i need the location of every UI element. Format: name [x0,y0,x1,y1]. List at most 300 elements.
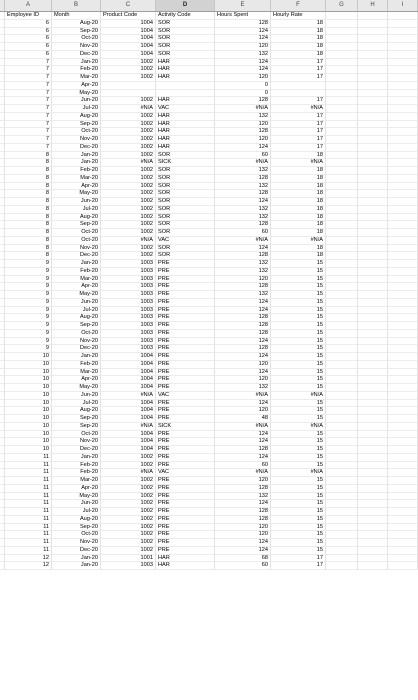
cell-month[interactable]: Apr-20 [52,376,101,384]
cell-hourly-rate[interactable]: 15 [271,260,326,268]
cell-hourly-rate[interactable]: 17 [271,66,326,74]
empty-cell[interactable] [326,59,358,67]
empty-cell[interactable] [326,307,358,315]
empty-cell[interactable] [358,415,388,423]
cell-employee-id[interactable]: 7 [5,113,52,121]
cell-activity-code[interactable]: SOR [156,51,215,59]
cell-employee-id[interactable]: 11 [5,516,52,524]
cell-month[interactable]: Jun-20 [52,198,101,206]
cell-month[interactable]: Jan-20 [52,59,101,67]
cell-product-code[interactable]: 1002 [101,500,156,508]
empty-cell[interactable] [388,392,418,400]
cell-activity-code[interactable]: VAC [156,237,215,245]
cell-month[interactable]: May-20 [52,190,101,198]
cell-employee-id[interactable]: 8 [5,152,52,160]
cell-hourly-rate[interactable]: #N/A [271,469,326,477]
empty-cell[interactable] [388,539,418,547]
cell-hours-spent[interactable]: 124 [215,66,271,74]
cell-hours-spent[interactable]: 128 [215,446,271,454]
cell-month[interactable]: Mar-20 [52,276,101,284]
cell-hours-spent[interactable]: 124 [215,144,271,152]
cell-hours-spent[interactable]: 132 [215,214,271,222]
cell-month[interactable]: Apr-20 [52,283,101,291]
cell-hourly-rate[interactable]: 17 [271,144,326,152]
empty-cell[interactable] [326,252,358,260]
cell-hours-spent[interactable]: 60 [215,152,271,160]
cell-employee-id[interactable]: 7 [5,128,52,136]
empty-cell[interactable] [326,500,358,508]
cell-product-code[interactable]: 1002 [101,121,156,129]
cell-product-code[interactable]: 1002 [101,229,156,237]
cell-employee-id[interactable]: 12 [5,562,52,570]
empty-cell[interactable] [326,415,358,423]
cell-activity-code[interactable]: PRE [156,353,215,361]
empty-cell[interactable] [388,35,418,43]
cell-employee-id[interactable]: 8 [5,206,52,214]
cell-employee-id[interactable]: 10 [5,361,52,369]
empty-cell[interactable] [326,159,358,167]
empty-cell[interactable] [358,229,388,237]
cell-employee-id[interactable]: 7 [5,97,52,105]
cell-month[interactable]: Nov-20 [52,338,101,346]
cell-month[interactable]: Sep-20 [52,221,101,229]
cell-month[interactable]: Feb-20 [52,167,101,175]
cell-month[interactable]: Aug-20 [52,516,101,524]
cell-activity-code[interactable]: PRE [156,299,215,307]
cell-hourly-rate[interactable]: #N/A [271,423,326,431]
empty-cell[interactable] [388,384,418,392]
cell-product-code[interactable]: 1002 [101,214,156,222]
cell-activity-code[interactable]: PRE [156,384,215,392]
empty-cell[interactable] [326,260,358,268]
cell-employee-id[interactable]: 10 [5,353,52,361]
cell-hourly-rate[interactable] [271,82,326,90]
cell-month[interactable]: May-20 [52,291,101,299]
cell-month[interactable]: Jan-20 [52,454,101,462]
empty-cell[interactable] [358,20,388,28]
cell-hourly-rate[interactable]: 15 [271,431,326,439]
cell-activity-code[interactable]: PRE [156,477,215,485]
cell-product-code[interactable]: 1003 [101,276,156,284]
cell-activity-code[interactable]: SOR [156,198,215,206]
empty-cell[interactable] [326,28,358,36]
empty-cell[interactable] [326,214,358,222]
empty-cell[interactable] [388,105,418,113]
cell-hourly-rate[interactable]: 17 [271,59,326,67]
empty-cell[interactable] [326,361,358,369]
cell-hours-spent[interactable]: 120 [215,376,271,384]
cell-employee-id[interactable]: 7 [5,66,52,74]
empty-cell[interactable] [358,276,388,284]
empty-cell[interactable] [388,307,418,315]
empty-cell[interactable] [326,322,358,330]
empty-cell[interactable] [388,330,418,338]
empty-cell[interactable] [358,547,388,555]
cell-hours-spent[interactable]: 120 [215,524,271,532]
cell-hourly-rate[interactable]: 15 [271,524,326,532]
cell-month[interactable]: Jan-20 [52,562,101,570]
empty-cell[interactable] [358,345,388,353]
cell-hourly-rate[interactable]: #N/A [271,159,326,167]
empty-cell[interactable] [358,152,388,160]
cell-hourly-rate[interactable]: 15 [271,268,326,276]
empty-cell[interactable] [388,28,418,36]
empty-cell[interactable] [388,268,418,276]
empty-cell[interactable] [388,276,418,284]
cell-employee-id[interactable]: 7 [5,59,52,67]
empty-cell[interactable] [358,90,388,98]
cell-month[interactable]: Mar-20 [52,175,101,183]
cell-employee-id[interactable]: 10 [5,423,52,431]
empty-cell[interactable] [358,485,388,493]
cell-hourly-rate[interactable]: 15 [271,314,326,322]
cell-hourly-rate[interactable]: 15 [271,330,326,338]
cell-activity-code[interactable]: PRE [156,376,215,384]
empty-cell[interactable] [358,260,388,268]
empty-cell[interactable] [358,524,388,532]
empty-cell[interactable] [388,361,418,369]
cell-product-code[interactable]: 1002 [101,113,156,121]
empty-cell[interactable] [358,198,388,206]
cell-activity-code[interactable]: HAR [156,136,215,144]
cell-hours-spent[interactable]: 124 [215,299,271,307]
cell-hourly-rate[interactable]: 15 [271,322,326,330]
cell-hourly-rate[interactable]: 15 [271,477,326,485]
cell-employee-id[interactable]: 8 [5,245,52,253]
cell-month[interactable]: Oct-20 [52,229,101,237]
cell-activity-code[interactable]: VAC [156,392,215,400]
cell-activity-code[interactable]: PRE [156,462,215,470]
cell-product-code[interactable]: 1004 [101,28,156,36]
empty-cell[interactable] [358,144,388,152]
cell-hours-spent[interactable]: 120 [215,407,271,415]
header-hours-spent[interactable]: Hours Spent [215,12,271,20]
empty-cell[interactable] [326,400,358,408]
cell-activity-code[interactable]: PRE [156,291,215,299]
empty-cell[interactable] [388,400,418,408]
empty-cell[interactable] [388,20,418,28]
empty-cell[interactable] [388,260,418,268]
cell-month[interactable]: Oct-20 [52,237,101,245]
empty-cell[interactable] [326,477,358,485]
cell-hours-spent[interactable]: 124 [215,307,271,315]
empty-cell[interactable] [388,508,418,516]
empty-cell[interactable] [388,97,418,105]
cell-hours-spent[interactable]: 132 [215,113,271,121]
cell-activity-code[interactable]: SICK [156,423,215,431]
cell-employee-id[interactable]: 8 [5,190,52,198]
cell-employee-id[interactable]: 7 [5,136,52,144]
empty-cell[interactable] [388,407,418,415]
cell-hourly-rate[interactable]: 18 [271,152,326,160]
cell-month[interactable]: Nov-20 [52,245,101,253]
empty-cell[interactable] [326,245,358,253]
cell-hourly-rate[interactable]: 17 [271,97,326,105]
cell-employee-id[interactable]: 8 [5,159,52,167]
empty-cell[interactable] [388,376,418,384]
cell-month[interactable]: Sep-20 [52,423,101,431]
cell-hours-spent[interactable]: 124 [215,28,271,36]
cell-hours-spent[interactable]: 128 [215,322,271,330]
cell-product-code[interactable]: 1004 [101,400,156,408]
cell-activity-code[interactable]: VAC [156,105,215,113]
cell-hours-spent[interactable]: 120 [215,121,271,129]
cell-employee-id[interactable]: 7 [5,121,52,129]
cell-month[interactable]: Oct-20 [52,128,101,136]
cell-hourly-rate[interactable]: 18 [271,229,326,237]
empty-cell[interactable] [326,175,358,183]
cell-product-code[interactable]: 1002 [101,462,156,470]
cell-month[interactable]: Mar-20 [52,74,101,82]
cell-employee-id[interactable]: 7 [5,105,52,113]
cell-month[interactable]: Apr-20 [52,82,101,90]
empty-cell[interactable] [358,121,388,129]
cell-month[interactable]: Feb-20 [52,361,101,369]
empty-cell[interactable] [358,493,388,501]
cell-month[interactable]: Jun-20 [52,392,101,400]
cell-hourly-rate[interactable]: 17 [271,128,326,136]
cell-employee-id[interactable]: 6 [5,20,52,28]
column-header-d[interactable]: D [156,0,215,11]
cell-month[interactable]: Dec-20 [52,446,101,454]
cell-hourly-rate[interactable]: 15 [271,299,326,307]
cell-month[interactable]: Aug-20 [52,214,101,222]
cell-activity-code[interactable]: PRE [156,345,215,353]
empty-cell[interactable] [326,268,358,276]
cell-activity-code[interactable]: SOR [156,183,215,191]
cell-activity-code[interactable]: PRE [156,446,215,454]
empty-cell[interactable] [388,524,418,532]
cell-product-code[interactable]: 1003 [101,330,156,338]
empty-cell[interactable] [326,82,358,90]
empty-cell[interactable] [326,516,358,524]
cell-activity-code[interactable]: PRE [156,516,215,524]
empty-cell[interactable] [358,291,388,299]
cell-month[interactable]: Dec-20 [52,144,101,152]
cell-activity-code[interactable]: PRE [156,415,215,423]
cell-hours-spent[interactable]: 124 [215,245,271,253]
empty-cell[interactable] [388,462,418,470]
cell-activity-code[interactable]: PRE [156,369,215,377]
cell-product-code[interactable]: 1002 [101,516,156,524]
empty-cell[interactable] [326,144,358,152]
cell-hours-spent[interactable]: 128 [215,175,271,183]
cell-hourly-rate[interactable]: 15 [271,539,326,547]
cell-activity-code[interactable]: PRE [156,454,215,462]
cell-product-code[interactable]: 1002 [101,136,156,144]
cell-employee-id[interactable]: 9 [5,307,52,315]
cell-employee-id[interactable]: 7 [5,90,52,98]
cell-employee-id[interactable]: 10 [5,407,52,415]
cell-product-code[interactable]: 1003 [101,322,156,330]
cell-employee-id[interactable]: 8 [5,214,52,222]
empty-cell[interactable] [326,407,358,415]
empty-cell[interactable] [388,229,418,237]
cell-product-code[interactable]: 1003 [101,338,156,346]
cell-hourly-rate[interactable]: #N/A [271,237,326,245]
cell-hourly-rate[interactable]: 17 [271,113,326,121]
cell-activity-code[interactable]: SOR [156,28,215,36]
cell-month[interactable]: May-20 [52,90,101,98]
cell-hours-spent[interactable]: 124 [215,338,271,346]
cell-activity-code[interactable]: PRE [156,539,215,547]
empty-cell[interactable] [358,500,388,508]
cell-employee-id[interactable]: 11 [5,508,52,516]
empty-cell[interactable] [358,12,388,20]
empty-cell[interactable] [358,214,388,222]
empty-cell[interactable] [358,97,388,105]
cell-product-code[interactable]: 1002 [101,539,156,547]
cell-product-code[interactable]: 1003 [101,260,156,268]
empty-cell[interactable] [358,562,388,570]
column-header-a[interactable]: A [5,0,52,11]
empty-cell[interactable] [326,469,358,477]
cell-hourly-rate[interactable]: 18 [271,245,326,253]
empty-cell[interactable] [358,206,388,214]
cell-hours-spent[interactable]: 124 [215,400,271,408]
cell-month[interactable]: Dec-20 [52,51,101,59]
cell-month[interactable]: Aug-20 [52,113,101,121]
cell-employee-id[interactable]: 9 [5,260,52,268]
cell-hours-spent[interactable]: 128 [215,20,271,28]
cell-employee-id[interactable]: 6 [5,35,52,43]
cell-product-code[interactable]: 1002 [101,245,156,253]
empty-cell[interactable] [326,128,358,136]
cell-hours-spent[interactable]: 132 [215,384,271,392]
cell-month[interactable]: Mar-20 [52,369,101,377]
cell-activity-code[interactable]: PRE [156,431,215,439]
empty-cell[interactable] [358,59,388,67]
cell-month[interactable]: Oct-20 [52,330,101,338]
empty-cell[interactable] [388,531,418,539]
empty-cell[interactable] [326,90,358,98]
empty-cell[interactable] [326,190,358,198]
cell-hourly-rate[interactable]: 18 [271,43,326,51]
cell-activity-code[interactable]: PRE [156,547,215,555]
empty-cell[interactable] [326,121,358,129]
cell-hourly-rate[interactable]: 15 [271,415,326,423]
cell-month[interactable]: Feb-20 [52,268,101,276]
cell-hours-spent[interactable]: 132 [215,183,271,191]
cell-hours-spent[interactable]: 0 [215,90,271,98]
cell-month[interactable]: Nov-20 [52,136,101,144]
cell-activity-code[interactable]: PRE [156,330,215,338]
empty-cell[interactable] [358,245,388,253]
cell-product-code[interactable]: 1002 [101,547,156,555]
cell-month[interactable]: Feb-20 [52,66,101,74]
cell-month[interactable]: Sep-20 [52,322,101,330]
cell-product-code[interactable]: 1002 [101,198,156,206]
cell-employee-id[interactable]: 11 [5,462,52,470]
cell-product-code[interactable]: 1004 [101,438,156,446]
cell-hourly-rate[interactable]: 17 [271,562,326,570]
cell-hours-spent[interactable]: 124 [215,369,271,377]
cell-hourly-rate[interactable]: 15 [271,384,326,392]
cell-hours-spent[interactable]: 120 [215,136,271,144]
empty-cell[interactable] [388,167,418,175]
cell-hourly-rate[interactable]: 15 [271,353,326,361]
empty-cell[interactable] [358,175,388,183]
empty-cell[interactable] [388,74,418,82]
cell-product-code[interactable]: 1003 [101,291,156,299]
cell-product-code[interactable]: 1002 [101,221,156,229]
empty-cell[interactable] [358,508,388,516]
cell-hours-spent[interactable]: 124 [215,59,271,67]
cell-hours-spent[interactable]: 60 [215,562,271,570]
empty-cell[interactable] [326,353,358,361]
empty-cell[interactable] [388,338,418,346]
cell-hourly-rate[interactable] [271,90,326,98]
cell-month[interactable]: Nov-20 [52,539,101,547]
cell-hourly-rate[interactable]: 15 [271,291,326,299]
empty-cell[interactable] [358,252,388,260]
empty-cell[interactable] [358,299,388,307]
empty-cell[interactable] [358,376,388,384]
cell-employee-id[interactable]: 7 [5,82,52,90]
cell-product-code[interactable]: 1003 [101,283,156,291]
cell-product-code[interactable]: #N/A [101,237,156,245]
cell-month[interactable]: Dec-20 [52,345,101,353]
cell-product-code[interactable]: 1002 [101,167,156,175]
empty-cell[interactable] [326,221,358,229]
cell-hourly-rate[interactable]: 15 [271,361,326,369]
cell-activity-code[interactable]: PRE [156,524,215,532]
cell-product-code[interactable]: 1002 [101,74,156,82]
cell-hours-spent[interactable]: 132 [215,260,271,268]
cell-hourly-rate[interactable]: 18 [271,28,326,36]
empty-cell[interactable] [326,431,358,439]
empty-cell[interactable] [388,345,418,353]
cell-employee-id[interactable]: 8 [5,175,52,183]
cell-product-code[interactable]: 1003 [101,314,156,322]
cell-hourly-rate[interactable]: 15 [271,307,326,315]
cell-hours-spent[interactable]: #N/A [215,105,271,113]
cell-employee-id[interactable]: 11 [5,539,52,547]
empty-cell[interactable] [326,376,358,384]
cell-hours-spent[interactable]: 128 [215,252,271,260]
cell-activity-code[interactable]: SOR [156,245,215,253]
cell-activity-code[interactable]: PRE [156,485,215,493]
empty-cell[interactable] [326,493,358,501]
empty-cell[interactable] [388,555,418,563]
cell-product-code[interactable]: 1004 [101,384,156,392]
cell-product-code[interactable]: 1002 [101,97,156,105]
cell-hours-spent[interactable]: 120 [215,361,271,369]
cell-employee-id[interactable]: 9 [5,338,52,346]
empty-cell[interactable] [358,462,388,470]
cell-activity-code[interactable] [156,90,215,98]
cell-hourly-rate[interactable]: 15 [271,493,326,501]
cell-employee-id[interactable]: 6 [5,51,52,59]
empty-cell[interactable] [326,462,358,470]
cell-hours-spent[interactable]: 128 [215,283,271,291]
empty-cell[interactable] [326,74,358,82]
empty-cell[interactable] [358,82,388,90]
cell-hours-spent[interactable]: 124 [215,198,271,206]
cell-hourly-rate[interactable]: 15 [271,516,326,524]
cell-hours-spent[interactable]: 0 [215,82,271,90]
cell-product-code[interactable]: #N/A [101,159,156,167]
empty-cell[interactable] [358,167,388,175]
column-header-c[interactable]: C [101,0,156,11]
empty-cell[interactable] [326,454,358,462]
empty-cell[interactable] [388,493,418,501]
cell-month[interactable]: Jan-20 [52,152,101,160]
empty-cell[interactable] [326,51,358,59]
cell-activity-code[interactable]: PRE [156,307,215,315]
cell-hours-spent[interactable]: 132 [215,291,271,299]
cell-product-code[interactable]: 1001 [101,555,156,563]
